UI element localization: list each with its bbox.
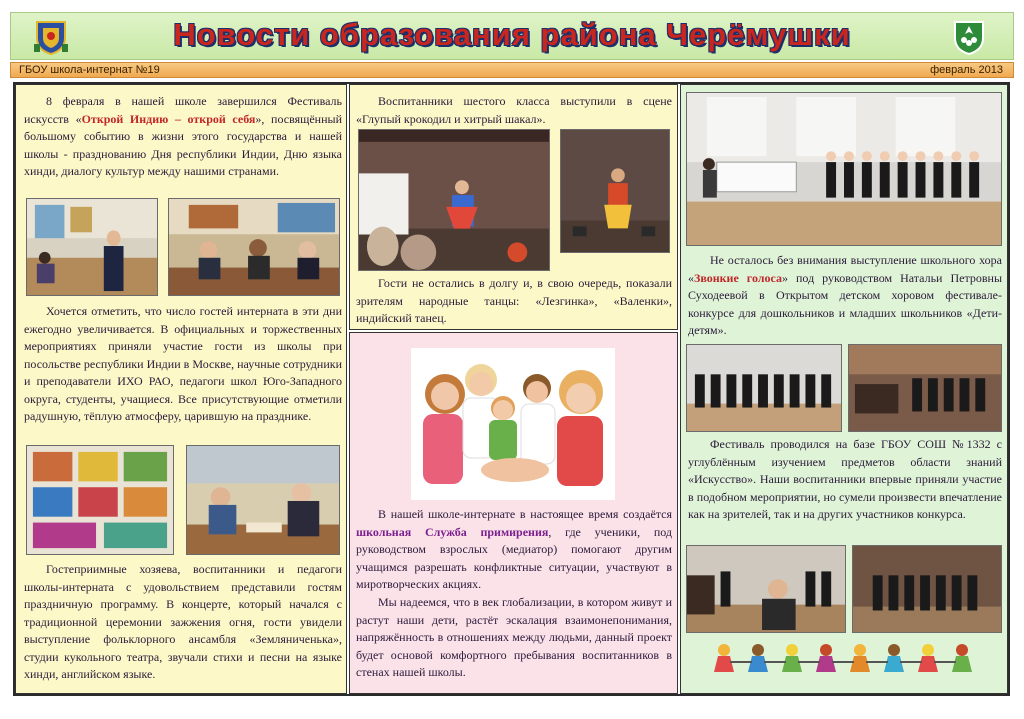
photo-teacher-piano (686, 545, 846, 633)
photo-stage-indian-dance (560, 129, 670, 253)
cheryomushki-emblem-icon (951, 18, 987, 56)
festival-name: Открой Индию – открой себя (81, 111, 256, 126)
guests-dances-paragraph: Гости не остались в долгу и, в свою очередь, показали зрителям народные танцы: «Лезгинка», «Валенки», индийский танец. (356, 276, 672, 325)
festival-intro: 8 февраля в нашей школе завершился Фестиваль искусств «Открой Индию – открой себя», посвящённый большому событию в жизни этого государства и нашей школы - празднованию Дня республики Индии, Дню языка хинди, диалогу культур между нашими странами. (24, 94, 342, 178)
photo-guests-table (168, 198, 340, 296)
photo-choir-performance (852, 545, 1002, 633)
reconciliation-service-paragraph: В нашей школе-интернате в настоящее время создаётся школьная Служба примирения, где ученики, под руководством взрослых (медиатор) помогают другим учащимся разрешать конфликтные ситуации, участвуют в миротворческих акциях. (356, 507, 672, 591)
masthead (10, 12, 1014, 60)
choir-name: Звонкие голоса (694, 270, 782, 285)
issue-bar (10, 62, 1014, 78)
globalization-paragraph: Мы надеемся, что в век глобализации, в котором живут и растут наши дети, растёт эскалация взаимонепонимания, напряжённость в отношениях между людьми, данный проект будет основой комфортного пребывания воспитанников в стенах нашей школы. (356, 595, 672, 679)
photo-children-drawings (26, 445, 174, 555)
photo-choir-hall (686, 92, 1002, 246)
concert-paragraph: Гостеприимные хозяева, воспитанники и педагоги школы-интерната с удовольствием представили гостям праздничную программу. В концерте, который начался с традиционной церемонии зажжения огня, гости увидели выступление фольклорного ансамбля «Земляниченька», студии кукольного театра, звучали стихи и песни на языке хинди, английском языке. (24, 562, 342, 681)
dancing-children-decoration-icon (712, 642, 994, 682)
photo-chess-players (186, 445, 340, 555)
choir-paragraph: Не осталось без внимания выступление школьного хора «Звонкие голоса» под руководством Натальи Петровны Суходеевой в Открытом детском хоровом фестивале-конкурсе для дошкольников и младших школьников «Дети-детям». (688, 253, 1003, 337)
school-name: ГБОУ школа-интернат №19 (19, 64, 160, 76)
photo-classroom-speech (26, 198, 158, 296)
issue-date: февраль 2013 (930, 64, 1003, 76)
photo-choir-row (686, 344, 842, 432)
district-coat-of-arms-icon (33, 18, 69, 56)
newsletter-title: Новости образования района Черёмушки (173, 17, 851, 52)
festival-venue-paragraph: Фестиваль проводился на базе ГБОУ СОШ №1332 с углублённым изучением предметов области знаний «Искусство». Наши воспитанники впервые приняли участие в подобном мероприятии, но сумели произвести впечатление как на зрителей, так и на других участников конкурса. (688, 437, 1002, 521)
performance-paragraph: Воспитанники шестого класса выступили в сцене «Глупый крокодил и хитрый шакал». (356, 94, 672, 126)
photo-children-hands (411, 348, 615, 500)
reconciliation-service-name: школьная Служба примирения (356, 524, 549, 539)
guests-paragraph: Хочется отметить, что число гостей интерната в эти дни ежегодно увеличивается. В официальных и торжественных мероприятиях приняли участие гости из школы при посольстве республики Индии в Москве, научные сотрудники и преподаватели ИХО РАО, педагоги школ Юго-Западного округа, студенты, учащиеся. Все присутствующие отметили радушную, тёплую атмосферу, царившую на празднике. (24, 304, 342, 423)
photo-choir-piano (848, 344, 1002, 432)
photo-stage-dance (358, 129, 550, 271)
